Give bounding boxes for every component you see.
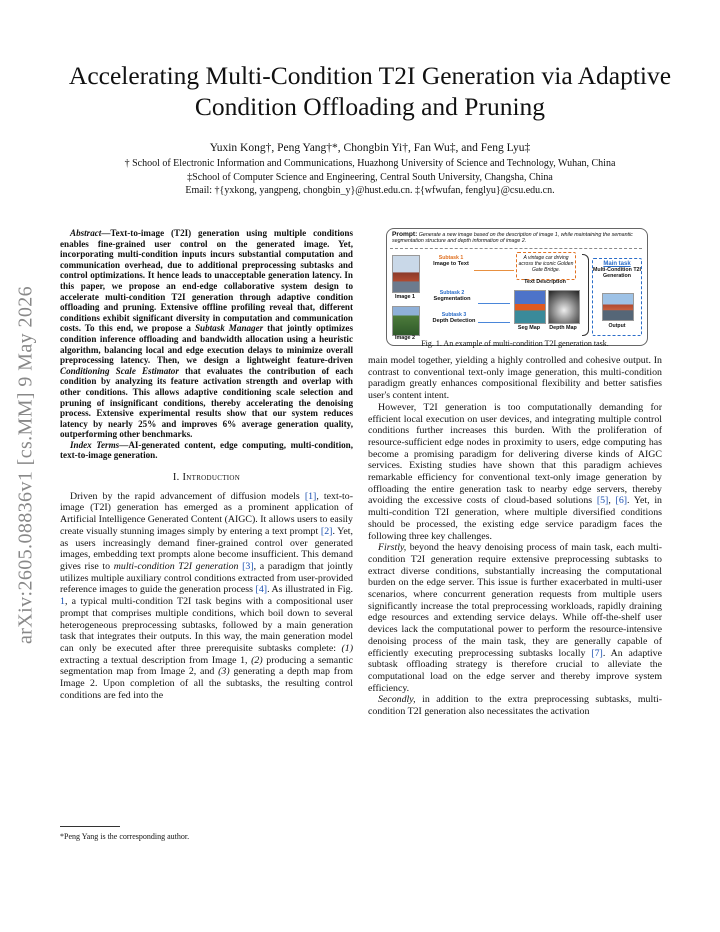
abstract: Abstract—Text-to-image (T2I) generation using multiple conditions enables fine-grained user control on the generated image. Yet, incorporating multi-condition inputs incurs substantial computation and communication overhead, due to additional preprocessing subtasks and control optimizations. It hence leads to unacceptable generation latency. In this paper, we propose an end-edge collaborative system design to accelerate multi-condition T2I generation through adaptive condition offloading and pruning. Extensive offline profiling reveal that, different conditions exhibit significant diversity in computation and communication costs. To this end, we propose a Subtask Manager that jointly optimizes condition inference offloading and bandwidth allocation using a heuristic algorithm, balancing local and edge execution delays to minimize overall preprocessing latency. Then, we design a lightweight feature-driven Conditioning Scale Estimator that evaluates the contribution of each condition by analyzing its feature activation strength and overlap with other conditions. This allows adaptive conditioning scale selection and pruning of insignificant conditions, thereby accelerating the denoising process. Extensive experimental results show that our system reduces latency by nearly 25% and improves 6% average generation quality, outperforming other benchmarks. [60, 228, 353, 440]
figure-link[interactable]: 1 [60, 596, 65, 608]
brace [582, 254, 589, 336]
arrow [478, 322, 510, 323]
paper-title: Accelerating Multi-Condition T2I Generation via Adaptive Condition Offloading and Pruning [68, 61, 672, 121]
image-2-label: Image 2 [394, 335, 416, 341]
paragraph: Secondly, in addition to the extra preprocessing subtasks, multi-condition T2I generation also necessitates the activation [368, 694, 662, 718]
left-column [60, 228, 353, 701]
index-terms: Index Terms—AI-generated content, edge computing, multi-condition, text-to-image generation. [60, 439, 353, 461]
figure-caption: Fig. 1. An example of multi-condition T2I generation task. [421, 339, 609, 348]
paragraph: main model together, yielding a highly controlled and cohesive output. In contrast to conventional text-only image generation, this multi-condition paradigm greatly enhances compositional flexibility and better satisfies user's content intent. [368, 355, 662, 402]
affiliation-2: ‡School of Computer Science and Engineering, Central South University, Changsha, China [187, 171, 553, 183]
prompt-divider [390, 248, 642, 249]
affiliations [50, 157, 690, 198]
main-task-box: Main task Multi-Condition T2I Generation Output [592, 258, 642, 336]
intro-paragraph: Driven by the rapid advancement of diffusion models [1], text-to-image (T2I) generation has emerged as a prominent application of Artificial Intelligence Generated Content (AIGC). It allows users to easily create visually stunning images simply by entering a text prompt [2]. Yet, as users increasingly demand finer-grained control over generated images, embedding text prompts alone become insufficient. This demand gives rise to multi-condition T2I generation [3], a paradigm that jointly utilizes multiple auxiliary control conditions extracted from user-provided reference images to guide the generation process [4]. As illustrated in Fig. 1, a typical multi-condition T2I task begins with a compositional user prompt that comprises multiple conditions, which boil down to several heterogeneous preprocessing subtasks, followed by a main generation task that integrates their outputs. In this way, the main generation model can only be executed after three prerequisite subtasks complete: (1) extracting a textual description from Image 1, (2) producing a semantic segmentation map from Image 2, and (3) generating a depth map from Image 2. Upon completion of all the subtasks, the resulting control conditions are fed into the [60, 490, 354, 701]
arxiv-stamp: arXiv:2605.08836v1 [cs.MM] 9 May 2026 [14, 285, 37, 645]
authors: Yuxin Kong†, Peng Yang†*, Chongbin Yi†, Fan Wu‡, and Feng Lyu‡ [209, 142, 531, 154]
paragraph: However, T2I generation is too computationally demanding for efficient local execution on user devices, and integrating multiple control conditions further increases this burden. With the proliferation of resource-sufficient edge nodes in proximity to users, edge computing has become a promising paradigm for delivering diverse kinds of AIGC services. Existing studies have shown that this paradigm achieves remarkable efficiency for conventional text-only image generation by offloading the entire generation task to nearby edge servers, thereby avoiding the excessive costs of cloud-based solutions [5], [6]. Yet, in multi-condition T2I generation, where multiple diversified conditions should be processed, the existing edge service paradigm faces the following three key challenges. [368, 401, 662, 542]
figure-1 [386, 228, 648, 346]
citation-link[interactable]: [1] [304, 490, 317, 502]
output-image [602, 293, 634, 321]
citation-link[interactable]: [2] [320, 525, 333, 537]
subtask-1: Subtask 1 Image to Text [433, 255, 469, 267]
seg-map-label: Seg Map [517, 325, 541, 331]
citation-link[interactable]: [6] [615, 495, 628, 507]
citation-link[interactable]: [3] [242, 560, 254, 572]
footnote-rule [60, 826, 120, 827]
arrow [478, 303, 510, 304]
subtask-3: Subtask 3 Depth Detection [432, 312, 476, 324]
affiliation-1: † School of Electronic Information and Communications, Huazhong University of Science and Technology, Wuhan, China [124, 158, 616, 169]
image-1-golden-gate [392, 255, 420, 293]
paragraph: Firstly, beyond the heavy denoising process of main task, each multi-condition T2I generation require extensive preprocessing subtasks to extract diverse conditions, substantially increasing the computational burden on the edge server. This issue is further exacerbated in multi-user scenarios, where concurrent generation requests from multiple users significantly increase the total preprocessing workloads, rapidly draining edge resources and extending service delays. While off-the-shelf user devices lack the computational power to perform the resource-intensive denoising process of the main task, they are generally capable of efficiently executing preprocessing subtasks locally [7]. An adaptive subtask offloading strategy is therefore crucial to alleviate the computational load on the edge server and thereby improve system efficiency. [368, 542, 662, 694]
text-description-box: A vintage car driving across the iconic Golden Gate Bridge. [516, 252, 576, 280]
text-description-label: Text Description [524, 279, 566, 285]
section-heading: I. Introduction [172, 472, 241, 484]
citation-link[interactable]: [4] [255, 584, 268, 596]
citation-link[interactable]: [7] [591, 647, 603, 659]
depth-map [548, 290, 580, 324]
figure-prompt: Prompt: Generate a new image based on the description of image 1, while maintaining the semantic segmentation structure and depth information of image 2. [392, 231, 633, 245]
footnote: *Peng Yang is the corresponding author. [60, 832, 190, 841]
image-2-landscape [392, 306, 420, 336]
arrow [474, 270, 514, 271]
email: Email: †{yxkong, yangpeng, chongbin_y}@hust.edu.cn. ‡{wfwufan, fenglyu}@csu.edu.cn. [185, 185, 555, 196]
image-1-label: Image 1 [394, 294, 416, 300]
citation-link[interactable]: [5] [596, 495, 609, 507]
segmentation-map [514, 290, 546, 324]
subtask-2: Subtask 2 Segmentation [433, 290, 471, 302]
right-column [368, 355, 662, 718]
depth-map-label: Depth Map [549, 325, 577, 331]
